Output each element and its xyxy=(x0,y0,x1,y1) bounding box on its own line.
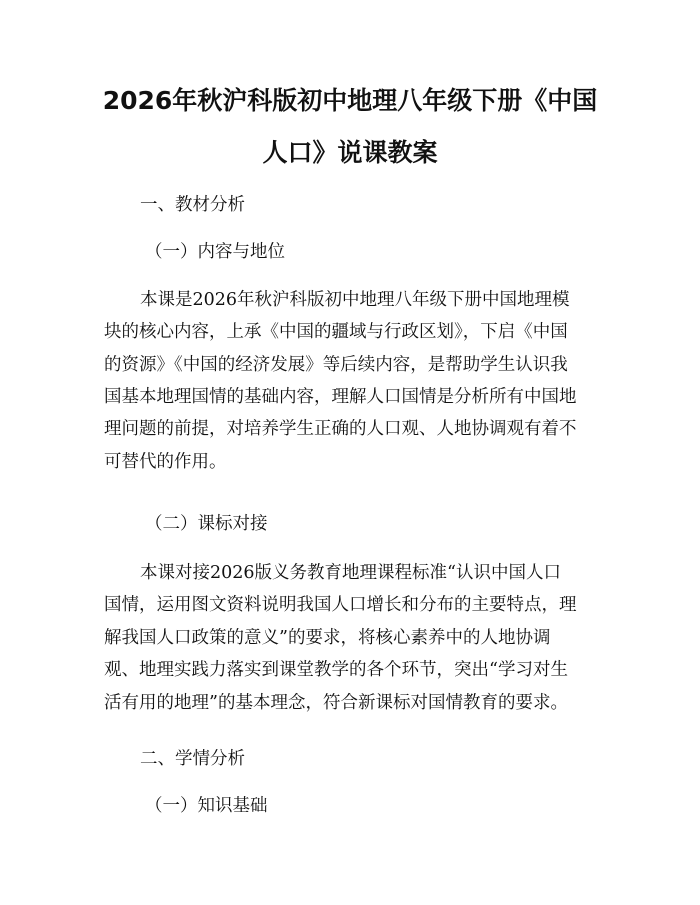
section-2-heading: 二、学情分析 xyxy=(140,749,245,769)
paragraph-2-line-4: 观、地理实践力落实到课堂教学的各个环节，突出“学习对生 xyxy=(104,660,568,680)
subsection-2-1-heading: （一）知识基础 xyxy=(145,796,268,816)
paragraph-1-line-4: 国基本地理国情的基础内容，理解人口国情是分析所有中国地 xyxy=(104,387,577,407)
paragraph-1-line-5: 理问题的前提，对培养学生正确的人口观、人地协调观有着不 xyxy=(104,419,577,439)
subsection-1-1-heading: （一）内容与地位 xyxy=(145,242,285,262)
document-title-line-1: 2026年秋沪科版初中地理八年级下册《中国 xyxy=(102,86,598,115)
paragraph-1-line-6: 可替代的作用。 xyxy=(104,452,227,472)
subsection-1-2-heading: （二）课标对接 xyxy=(145,514,268,534)
paragraph-2-line-1: 本课对接2026版义务教育地理课程标准“认识中国人口 xyxy=(140,563,561,583)
section-1-heading: 一、教材分析 xyxy=(140,195,245,215)
paragraph-2-line-3: 解我国人口政策的意义”的要求，将核心素养中的人地协调 xyxy=(104,628,551,648)
paragraph-1-line-3: 的资源》《中国的经济发展》等后续内容，是帮助学生认识我 xyxy=(104,355,568,375)
document-title-line-2: 人口》说课教案 xyxy=(262,138,438,167)
paragraph-1-line-1: 本课是2026年秋沪科版初中地理八年级下册中国地理模 xyxy=(140,290,570,310)
paragraph-2-line-2: 国情，运用图文资料说明我国人口增长和分布的主要特点，理 xyxy=(104,595,577,615)
paragraph-2-line-5: 活有用的地理”的基本理念，符合新课标对国情教育的要求。 xyxy=(104,693,568,713)
paragraph-1-line-2: 块的核心内容，上承《中国的疆域与行政区划》，下启《中国 xyxy=(104,322,568,342)
